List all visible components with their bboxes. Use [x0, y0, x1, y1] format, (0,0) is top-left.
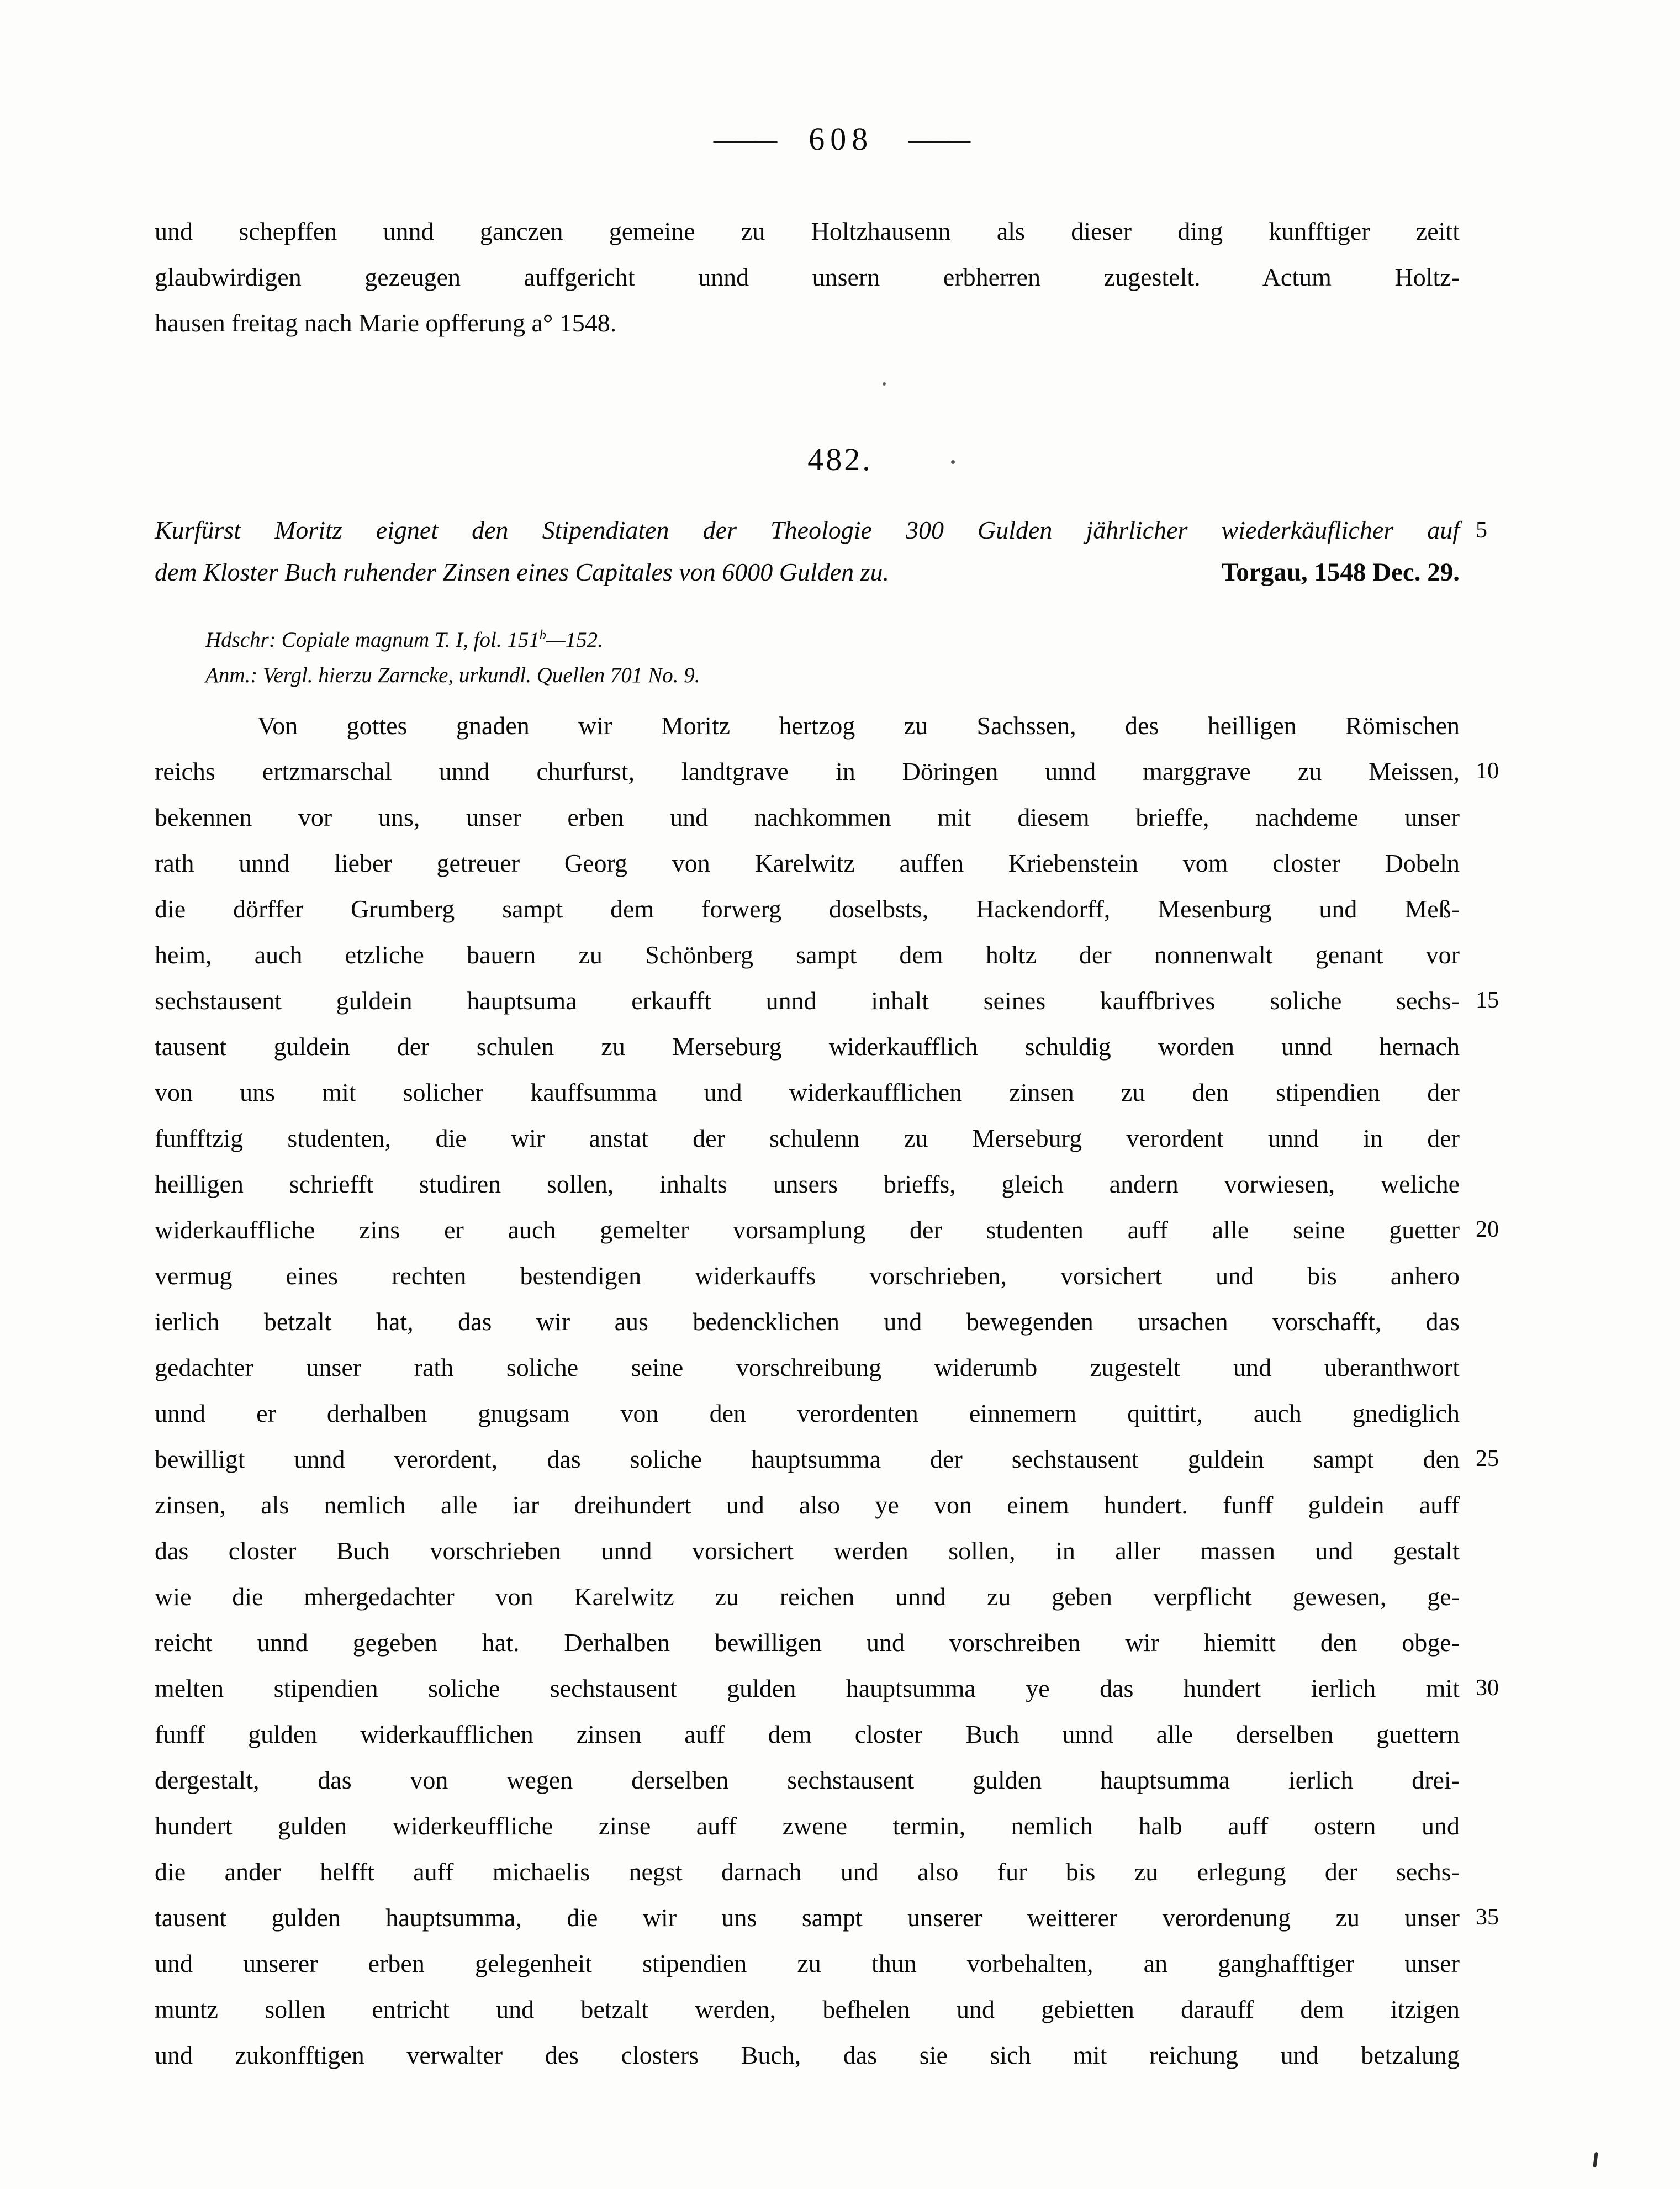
body-line-text: melten stipendien soliche sechstausent gulden hauptsumma ye das hundert ierlich mit [155, 1674, 1460, 1702]
entry-date: Torgau, 1548 Dec. 29. [1221, 558, 1460, 587]
body-line [155, 703, 1460, 748]
text-line-content: und schepffen unnd ganczen gemeine zu Holtzhausenn als dieser ding kunfftiger zeitt [155, 217, 1460, 245]
entry-number: 482. [807, 441, 873, 477]
margin-line-number: 5 [1476, 518, 1487, 543]
body-line [155, 1986, 1460, 2032]
body-line-text: bewilligt unnd verordent, das soliche hauptsumma der sechstausent guldein sampt den [155, 1445, 1460, 1473]
body-line [155, 1665, 1499, 1711]
body-line-text: vermug eines rechten bestendigen widerkauffs vorschrieben, vorsichert und bis anhero [155, 1262, 1460, 1290]
body-line-text: die ander helfft auff michaelis negst darnach und also fur bis zu erlegung der sechs- [155, 1858, 1460, 1886]
body-line-text: heim, auch etzliche bauern zu Schönberg sampt dem holtz der nonnenwalt genant vor [155, 941, 1460, 969]
body-line-text: muntz sollen entricht und betzalt werden, befhelen und gebietten darauff dem itzigen [155, 1995, 1460, 2023]
body-line [155, 1436, 1499, 1482]
body-line-text: zinsen, als nemlich alle iar dreihundert und also ye von einem hundert. funff guldein auff [155, 1491, 1460, 1519]
body-line [155, 1620, 1460, 1665]
body-line [155, 1069, 1460, 1115]
body-line [155, 1390, 1460, 1436]
text-line-content: glaubwirdigen gezeugen auffgericht unnd unsern erbherren zugestelt. Actum Holtz- [155, 263, 1460, 291]
summary-line [155, 551, 1460, 593]
body-line [155, 2032, 1460, 2078]
body-line [155, 840, 1460, 886]
summary-line-content: dem Kloster Buch ruhender Zinsen eines Capitales von 6000 Gulden zu. [155, 558, 890, 586]
running-head [0, 120, 1680, 157]
body-line-text: widerkauffliche zins er auch gemelter vorsamplung der studenten auff alle seine guetter [155, 1216, 1460, 1244]
body-line [155, 1024, 1460, 1069]
body-line [155, 886, 1460, 932]
body-line-text: rath unnd lieber getreuer Georg von Karelwitz auffen Kriebenstein vom closter Dobeln [155, 849, 1460, 877]
body-line-text: hundert gulden widerkeuffliche zinse auff zwene termin, nemlich halb auff ostern und [155, 1812, 1460, 1840]
body-line [155, 978, 1499, 1024]
body-line-text: sechstausent guldein hauptsuma erkaufft unnd inhalt seines kauffbrives soliche sechs- [155, 987, 1460, 1015]
margin-line-number: 15 [1476, 988, 1499, 1013]
body-line-text: unnd er derhalben gnugsam von den verordenten einnemern quittirt, auch gnediglich [155, 1399, 1460, 1427]
body-line [155, 1895, 1499, 1940]
superscript-folio: b [539, 627, 546, 642]
body-line-text: die dörffer Grumberg sampt dem forwerg doselbsts, Hackendorff, Mesenburg und Meß- [155, 895, 1460, 923]
source-note-anm [205, 658, 700, 693]
body-line [155, 794, 1460, 840]
body-line-text: ierlich betzalt hat, das wir aus bedencklichen und bewegenden ursachen vorschafft, das [155, 1307, 1460, 1336]
source-note-text: Hdschr: Copiale magnum T. I, fol. 151 [205, 628, 540, 652]
margin-line-number: 35 [1476, 1905, 1499, 1930]
body-line-text: dergestalt, das von wegen derselben sechstausent gulden hauptsumma ierlich drei- [155, 1766, 1460, 1794]
body-line [155, 932, 1460, 978]
ink-speck [951, 460, 955, 464]
body-line-text: funfftzig studenten, die wir anstat der schulenn zu Merseburg verordent unnd in der [155, 1124, 1460, 1152]
body-line [155, 1711, 1460, 1757]
header-rule-right: ——— [908, 127, 967, 153]
body-line-text: von uns mit solicher kauffsumma und widerkaufflichen zinsen zu den stipendien der [155, 1078, 1460, 1106]
header-rule-left: — —— [713, 127, 774, 153]
body-line-text: heilligen schriefft studiren sollen, inhalts unsers brieffs, gleich andern vorwiesen, weliche [155, 1170, 1460, 1198]
body-line-text: reichs ertzmarschal unnd churfurst, landtgrave in Döringen unnd marggrave zu Meissen, [155, 757, 1460, 785]
margin-line-number: 30 [1476, 1675, 1499, 1701]
body-line [155, 1161, 1460, 1207]
text-line [155, 209, 1460, 255]
source-note-hdschr [205, 618, 700, 658]
body-line [155, 1757, 1460, 1803]
body-line [155, 1849, 1460, 1895]
body-line [155, 1482, 1460, 1528]
body-line-text: bekennen vor uns, unser erben und nachkommen mit diesem brieffe, nachdeme unser [155, 803, 1460, 831]
text-line [155, 255, 1460, 300]
page-number: 608 [809, 121, 874, 157]
body-line [155, 1207, 1499, 1253]
source-note-text: Anm.: Vergl. hierzu Zarncke, urkundl. Quellen 701 No. 9. [205, 663, 700, 687]
body-line-text: das closter Buch vorschrieben unnd vorsichert werden sollen, in aller massen und gestalt [155, 1537, 1460, 1565]
margin-line-number: 10 [1476, 758, 1499, 784]
body-line [155, 1528, 1460, 1574]
body-line [155, 1803, 1460, 1849]
body-line [155, 1940, 1460, 1986]
source-note-text: —152. [546, 628, 603, 652]
body-line-text: gedachter unser rath soliche seine vorschreibung widerumb zugestelt und uberanthwort [155, 1353, 1460, 1381]
entry-summary [155, 509, 1487, 593]
body-line [155, 1344, 1460, 1390]
continuation-paragraph [155, 209, 1460, 346]
body-text [155, 703, 1499, 2078]
body-line-text: und unserer erben gelegenheit stipendien zu thun vorbehalten, an ganghafftiger unser [155, 1949, 1460, 1977]
body-line-text: reicht unnd gegeben hat. Derhalben bewilligen und vorschreiben wir hiemitt den obge- [155, 1628, 1460, 1657]
body-line-text: funff gulden widerkaufflichen zinsen auff dem closter Buch unnd alle derselben guettern [155, 1720, 1460, 1748]
source-notes [205, 618, 700, 693]
body-line-text: und zukonfftigen verwalter des closters Buch, das sie sich mit reichung und betzalung [155, 2041, 1460, 2069]
body-line-text: tausent gulden hauptsumma, die wir uns sampt unserer weitterer verordenung zu unser [155, 1903, 1460, 1932]
body-line [155, 748, 1499, 794]
margin-line-number: 25 [1476, 1446, 1499, 1471]
body-line [155, 1299, 1460, 1344]
body-line-text: tausent guldein der schulen zu Merseburg widerkaufflich schuldig worden unnd hernach [155, 1032, 1460, 1061]
summary-line-content: Kurfürst Moritz eignet den Stipendiaten der Theologie 300 Gulden jährlicher wiederkäuflicher auf [155, 516, 1460, 544]
ink-speck [883, 382, 886, 386]
body-line [155, 1115, 1460, 1161]
margin-line-number: 20 [1476, 1217, 1499, 1242]
summary-line [155, 509, 1487, 551]
text-line [155, 300, 1460, 346]
body-line [155, 1574, 1460, 1620]
text-line-content: hausen freitag nach Marie opfferung a° 1548. [155, 309, 617, 337]
ink-speck [1593, 2152, 1598, 2168]
body-line-text: wie die mhergedachter von Karelwitz zu reichen unnd zu geben verpflicht gewesen, ge- [155, 1583, 1460, 1611]
body-line [155, 1253, 1460, 1299]
body-line-text: Von gottes gnaden wir Moritz hertzog zu Sachssen, des heilligen Römischen [257, 711, 1460, 740]
